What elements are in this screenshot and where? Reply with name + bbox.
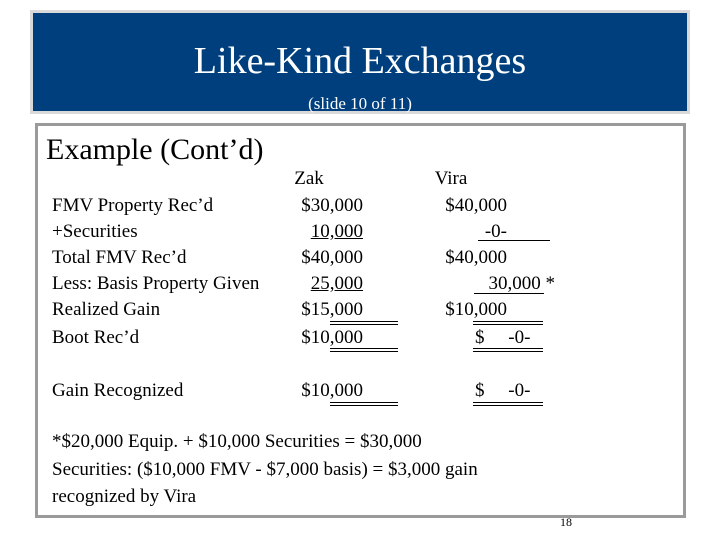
page-number: 18 (560, 515, 572, 529)
rule-vira-boot-2 (473, 351, 543, 352)
vira-basis-given: 30,000 * (488, 273, 555, 294)
rule-vira-boot-1 (473, 348, 543, 349)
slide-title: Like-Kind Exchanges (193, 40, 527, 82)
row-label-fmv-property: FMV Property Rec’d (52, 195, 214, 216)
row-label-securities: +Securities (52, 221, 138, 242)
title-band (30, 10, 690, 114)
rule-zak-boot-2 (330, 351, 398, 352)
slide-subtitle: (slide 10 of 11) (308, 94, 412, 113)
underline-vira-securities (478, 240, 550, 241)
row-label-basis-given: Less: Basis Property Given (52, 273, 260, 294)
vira-securities: -0- (484, 221, 507, 242)
zak-securities: 10,000 (310, 221, 363, 242)
rule-vira-realized-1 (473, 321, 543, 322)
footnote-line-3: recognized by Vira (52, 486, 197, 507)
column-header-zak: Zak (294, 168, 324, 189)
zak-fmv-property: $30,000 (301, 195, 363, 216)
vira-realized-gain: $10,000 (445, 299, 507, 320)
vira-fmv-property: $40,000 (445, 195, 507, 216)
row-label-boot: Boot Rec’d (52, 327, 140, 348)
underline-vira-basis (474, 293, 544, 294)
rule-vira-realized-2 (473, 324, 543, 325)
rule-vira-gain-2 (473, 405, 543, 406)
rule-zak-boot-1 (330, 348, 398, 349)
row-label-total-fmv: Total FMV Rec’d (52, 247, 187, 268)
zak-realized-gain: $15,000 (301, 299, 363, 320)
footnote-line-2: Securities: ($10,000 FMV - $7,000 basis) = $3,000 gain (52, 459, 478, 480)
row-label-gain-recognized: Gain Recognized (52, 380, 184, 401)
column-header-vira: Vira (434, 168, 468, 189)
vira-gain-recognized: $ -0- (475, 380, 531, 401)
rule-vira-gain-1 (473, 402, 543, 403)
zak-boot: $10,000 (301, 327, 363, 348)
rule-zak-realized-1 (330, 321, 398, 322)
zak-total-fmv: $40,000 (301, 247, 363, 268)
vira-total-fmv: $40,000 (445, 247, 507, 268)
vira-boot: $ -0- (475, 327, 531, 348)
rule-zak-gain-2 (330, 405, 398, 406)
section-heading: Example (Cont’d) (46, 133, 264, 166)
rule-zak-realized-2 (330, 324, 398, 325)
row-label-realized-gain: Realized Gain (52, 299, 161, 320)
footnote-line-1: *$20,000 Equip. + $10,000 Securities = $30,000 (52, 431, 422, 452)
zak-basis-given: 25,000 (310, 273, 363, 294)
zak-gain-recognized: $10,000 (301, 380, 363, 401)
rule-zak-gain-1 (330, 402, 398, 403)
